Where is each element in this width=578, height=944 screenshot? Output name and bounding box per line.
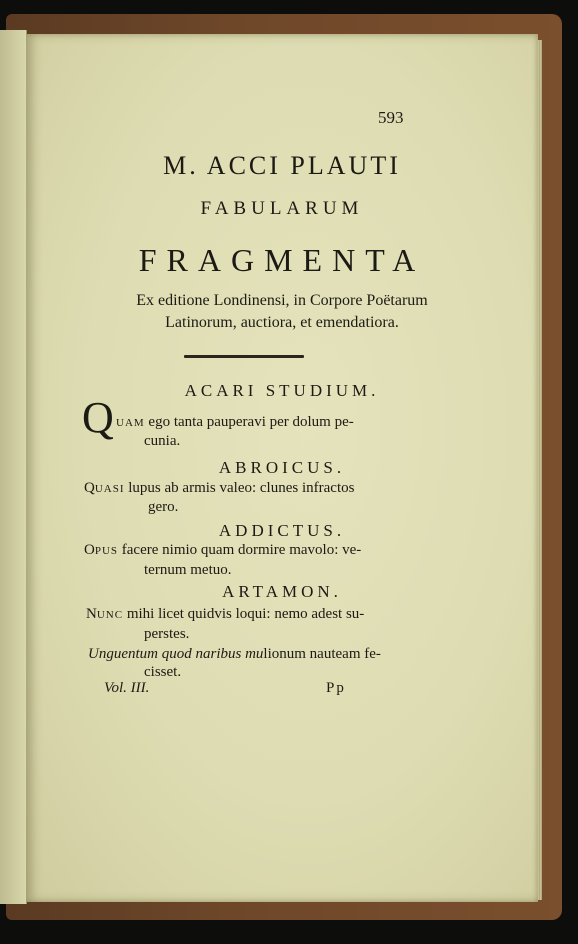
fragment-abroicus-line-1 (84, 480, 354, 497)
drop-cap: Q (82, 393, 114, 442)
text: lionum nauteam fe- (263, 646, 381, 662)
text: lupus ab armis valeo: clunes infractos (124, 480, 355, 496)
initial: Q (84, 480, 95, 496)
small-caps: PUS (94, 545, 119, 557)
fragment-abroicus-line-2: gero. (148, 499, 179, 515)
fragment-heading-abroicus: ABROICUS. (218, 458, 346, 477)
fragment-artamon-line-3 (88, 646, 381, 663)
text: facere nimio quam dormire mavolo: ve- (118, 542, 362, 558)
fragment-heading-addictus: ADDICTUS. (218, 521, 346, 540)
text: ego tanta pauperavi per dolum pe- (144, 414, 354, 430)
small-caps: UNC (96, 609, 124, 621)
page-number: 593 (378, 108, 404, 127)
initial: N (86, 606, 97, 622)
fragment-artamon-line-2: perstes. (144, 626, 190, 642)
fragment-acari-line-2: cunia. (144, 433, 181, 449)
fragment-heading-artamon: ARTAMON. (222, 582, 342, 601)
fragment-addictus-line-1 (84, 542, 361, 559)
small-caps: UAM (116, 417, 145, 429)
fragment-artamon-line-4: cisset. (144, 664, 182, 680)
ornamental-rule (184, 355, 304, 358)
subtitle-line-1: Ex editione Londinensi, in Corpore Poëtarum (136, 292, 428, 309)
text: mihi licet quidvis loqui: nemo adest su- (123, 606, 365, 622)
italic-text: Unguentum quod naribus mu (88, 646, 264, 662)
fragment-acari-line-1 (116, 414, 354, 431)
title-author: M. ACCI PLAUTI (163, 151, 401, 180)
title-fragmenta: FRAGMENTA (138, 242, 426, 278)
fragment-heading-acari: ACARI STUDIUM. (184, 381, 380, 400)
fragment-addictus-line-2: ternum metuo. (144, 562, 232, 578)
facing-page-edge (0, 30, 27, 904)
book-page (26, 34, 538, 902)
subtitle-line-2: Latinorum, auctiora, et emendatiora. (165, 314, 399, 331)
initial: O (84, 542, 95, 558)
signature-mark: Pp (326, 680, 346, 696)
fragment-artamon-line-1 (86, 606, 364, 623)
small-caps: UASI (94, 483, 125, 495)
title-fabularum: FABULARUM (200, 198, 364, 219)
volume-marker: Vol. III. (104, 680, 150, 696)
